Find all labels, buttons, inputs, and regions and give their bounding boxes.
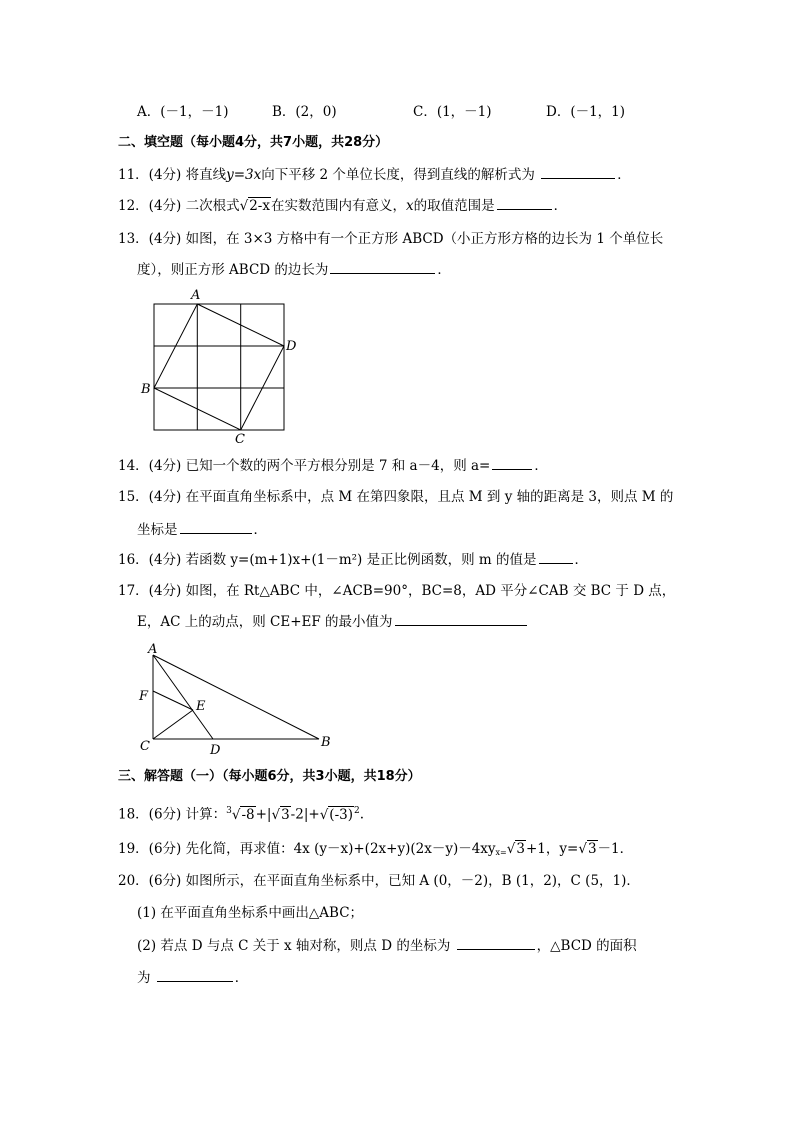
answer-blank-20-d[interactable] — [457, 936, 535, 950]
q18-rad1: -8 — [241, 806, 255, 823]
q19-lead: 19．(6分) 先化简，再求值：4x (y－x)+(2x+y)(2x－y)－4xy — [118, 841, 496, 857]
segment-ab — [153, 655, 319, 739]
q11-tail: 向下平移 2 个单位长度，得到直线的解析式为 — [261, 167, 535, 183]
question-11: 11．(4分) 将直线y=3x向下平移 2 个单位长度，得到直线的解析式为 ． — [118, 167, 631, 183]
answer-blank-17[interactable] — [395, 612, 527, 626]
option-a: A．(－1，－1) — [137, 104, 229, 120]
cube-root-index: 3 — [226, 806, 232, 816]
option-c: C．(1，－1) — [413, 104, 492, 120]
q19-after2: －1． — [597, 841, 634, 857]
section-2-heading: 二、填空题（每小题4分，共7小题，共28分） — [118, 135, 389, 150]
sqrt-symbol: √-8 — [231, 806, 255, 823]
segment-ce — [153, 710, 193, 739]
q17-line2-text: E，AC 上的动点，则 CE+EF 的最小值为 — [137, 614, 393, 630]
label-c: C — [140, 739, 150, 754]
sqrt-symbol: √3 — [506, 841, 525, 857]
question-17-line-2 — [137, 612, 529, 631]
q11-lead: 11．(4分) 将直线 — [118, 167, 227, 183]
label-c: C — [235, 432, 245, 447]
question-13-line-2: 度），则正方形 ABCD 的边长为 ． — [137, 262, 451, 278]
label-a: A — [191, 288, 201, 303]
label-a: A — [148, 642, 158, 657]
q11-expr: y=3x — [226, 167, 262, 183]
answer-blank-11[interactable] — [541, 165, 615, 179]
q18-plus1: +| — [255, 806, 272, 823]
q19-eq2: y= — [559, 841, 579, 857]
q19-rad1: 3 — [516, 841, 525, 857]
segment-ad — [153, 655, 213, 739]
q15-line2-text: 坐标是 — [137, 522, 178, 538]
question-20-part-2 — [137, 936, 637, 955]
square-abcd — [154, 304, 284, 430]
question-13-line-1: 13．(4分) 如图，在 3×3 方格中有一个正方形 ABCD（小正方形方格的边长为 1 个单位长 — [118, 231, 664, 247]
answer-blank-15[interactable] — [180, 520, 252, 534]
sqrt-symbol: √2-x — [239, 198, 270, 214]
option-d: D．(－1，1) — [546, 104, 626, 120]
q14-text: 14．(4分) 已知一个数的两个平方根分别是 7 和 a－4，则 a= — [118, 458, 491, 474]
question-17-line-1: 17．(4分) 如图，在 Rt△ABC 中，∠ACB=90°，BC=8，AD 平分∠CAB 交 BC 于 D 点， — [118, 583, 676, 599]
q13-line2-text: 度），则正方形 ABCD 的边长为 — [137, 262, 329, 278]
question-20-part-3: 为 ． — [137, 970, 249, 986]
q18-rad3: (-3) — [329, 806, 353, 823]
question-20-part-1: (1) 在平面直角坐标系中画出△ABC； — [137, 905, 364, 921]
section-3-heading: 三、解答题（一）（每小题6分，共3小题，共18分） — [118, 769, 421, 784]
question-15-line-2: 坐标是 ． — [137, 522, 267, 538]
sqrt-symbol: √3 — [578, 841, 597, 857]
question-16: 16．(4分) 若函数 y=(m+1)x+(1－m²) 是正比例函数，则 m 的值是 ． — [118, 552, 588, 568]
q20-part2-text: (2) 若点 D 与点 C 关于 x 轴对称，则点 D 的坐标为 — [137, 938, 451, 954]
q12-radicand: 2-x — [249, 198, 270, 214]
label-b: B — [141, 382, 151, 397]
label-f: F — [139, 689, 149, 704]
answer-blank-14[interactable] — [492, 456, 532, 470]
q16-text: 16．(4分) 若函数 y=(m+1)x+(1－m²) 是正比例函数，则 m 的值是 — [118, 552, 537, 568]
sqrt-symbol: √3 — [271, 806, 290, 823]
label-b: B — [321, 735, 331, 750]
sqrt-symbol: √(-3) — [319, 806, 353, 823]
q18-end: . — [359, 806, 365, 823]
label-d: D — [286, 339, 297, 354]
figure-17-triangle — [136, 640, 336, 760]
q19-eq1: x= — [495, 848, 507, 857]
option-b: B．(2，0) — [272, 104, 337, 120]
question-14: 14．(4分) 已知一个数的两个平方根分别是 7 和 a－4，则 a= ． — [118, 458, 548, 474]
answer-blank-16[interactable] — [539, 550, 573, 564]
figure-13-grid — [138, 285, 308, 447]
q18-rad2: 3 — [281, 806, 290, 823]
grid-border — [154, 304, 284, 430]
q19-rad2: 3 — [587, 841, 597, 857]
answer-blank-12[interactable] — [497, 196, 552, 210]
q12-var: x — [405, 198, 414, 214]
q20-part2b-text: ，△BCD 的面积 — [536, 938, 637, 954]
q18-mid: -2|+ — [290, 806, 320, 823]
segment-fe — [153, 691, 193, 710]
label-d: D — [210, 743, 221, 758]
q19-after1: +1， — [525, 841, 560, 857]
q12-lead: 12．(4分) 二次根式 — [118, 198, 240, 214]
question-12: 12．(4分) 二次根式√2-x在实数范围内有意义，x的取值范围是 ． — [118, 198, 568, 214]
question-20-line-1: 20．(6分) 如图所示，在平面直角坐标系中，已知 A (0，－2)，B (1，2)，C (5，1)． — [118, 873, 640, 889]
answer-blank-20-area[interactable] — [157, 968, 233, 982]
q12-tail: 的取值范围是 — [413, 198, 495, 214]
question-18 — [118, 802, 364, 824]
q20-part3-text: 为 — [137, 970, 151, 986]
q18-lead: 18．(6分) 计算： — [118, 806, 227, 823]
label-e: E — [196, 699, 206, 714]
q12-mid: 在实数范围内有意义， — [270, 198, 406, 214]
question-15-line-1: 15．(4分) 在平面直角坐标系中，点 M 在第四象限，且点 M 到 y 轴的距离是 3，则点 M 的 — [118, 489, 674, 505]
answer-blank-13[interactable] — [330, 260, 435, 274]
question-19 — [118, 840, 633, 862]
q18-exp: 2 — [353, 806, 360, 816]
